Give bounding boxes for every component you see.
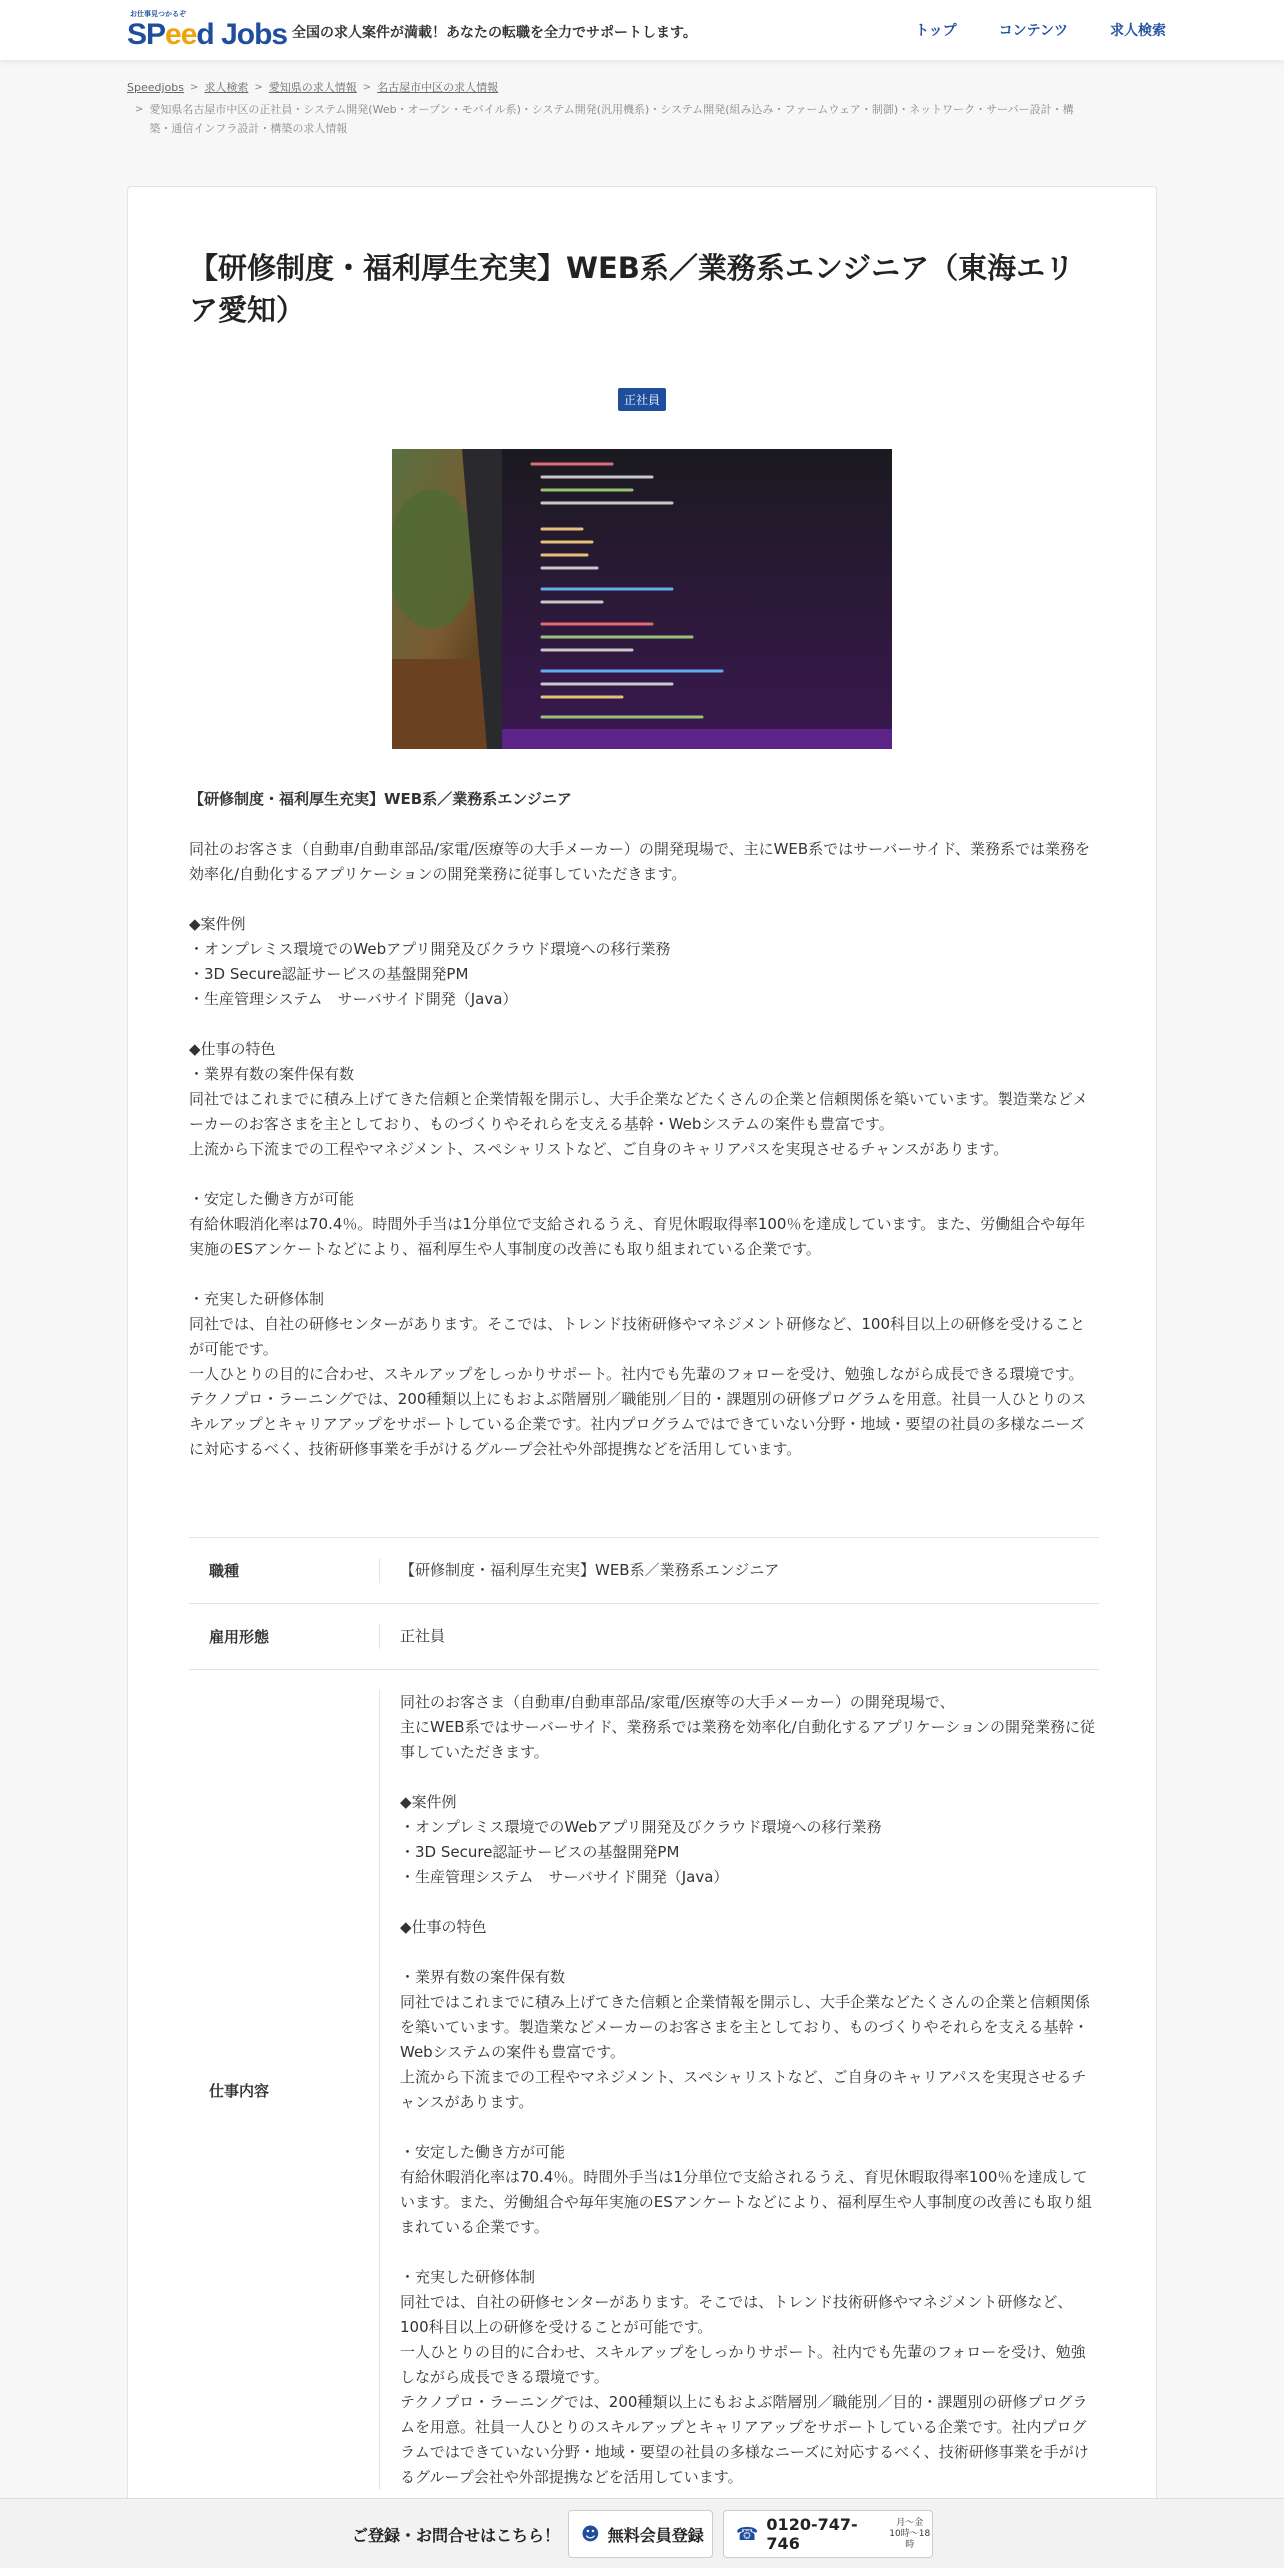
nav-job-search[interactable]: 求人検索 xyxy=(1110,23,1166,39)
job-hero-image xyxy=(392,449,892,749)
hours-time: 10時～18時 xyxy=(889,2528,931,2550)
phone-number: 0120-747-746 xyxy=(766,2515,858,2553)
job-detail-card xyxy=(127,186,1157,2568)
site-header xyxy=(0,0,1284,60)
nav-contents[interactable]: コンテンツ xyxy=(998,23,1068,39)
main-nav xyxy=(873,20,1166,40)
user-icon: ☻ xyxy=(581,2523,600,2545)
nav-top[interactable]: トップ xyxy=(915,23,957,39)
site-tagline: 全国の求人案件が満載！あなたの転職を全力でサポートします。 xyxy=(292,25,697,41)
spec-row-job-type xyxy=(189,1537,1099,1603)
contact-cta-bar xyxy=(0,2498,1284,2568)
chevron-right-icon: > xyxy=(254,82,263,93)
chevron-right-icon: > xyxy=(189,82,199,93)
chevron-right-icon: > xyxy=(362,82,372,93)
phone-button[interactable] xyxy=(723,2510,933,2558)
phone-icon: ☎ xyxy=(736,2523,759,2545)
job-lead: 【研修制度・福利厚生充実】WEB系／業務系エンジニア xyxy=(189,790,572,808)
logo-tagline: お仕事見つかるぞ xyxy=(130,10,186,18)
spec-value: 【研修制度・福利厚生充実】WEB系／業務系エンジニア xyxy=(379,1558,1099,1583)
breadcrumb-prefecture[interactable]: 愛知県の求人情報 xyxy=(268,81,357,94)
logo-wordmark xyxy=(127,18,287,52)
spec-row-job-content xyxy=(189,1669,1099,2510)
job-description-body: 同社のお客さま（自動車/自動車部品/家電/医療等の大手メーカー）の開発現場で、主にWEB系ではサーバーサイド、業務系では業務を効率化/自動化するアプリケーションの開発業務に従事していただきます。 ◆案件例 ・オンプレミス環境でのWebアプリ開発及びクラウド環境への移行業務 ・3D Secure認証サービスの基盤開発PM ・生産管理システム サーバサイド開発（Java） ◆仕事の特色 ・業界有数の案件保有数 同社ではこれまでに積み上げてきた信頼と企業情報を開示し、大手企業などたくさんの企業と信頼関係を築いています。製造業などメーカーのお客さまを主としており、ものづくりやそれらを支える基幹・Webシステムの案件も豊富です。 上流から下流までの工程やマネジメント、スペシャリストなど、ご自身のキャリアパスを実現させるチャンスがあります。 ・安定した働き方が可能 有給休暇消化率は70.4％。時間外手当は1分単位で支給されるうえ、育児休暇取得率100％を達成しています。また、労働組合や毎年実施のESアンケートなどにより、福利厚生や人事制度の改善にも取り組まれている企業です。 ・充実した研修体制 同社では、自社の研修センターがあります。そこでは、トレンド技術研修やマネジメント研修など、100科目以上の研修を受けることが可能です。 一人ひとりの目的に合わせ、スキルアップをしっかりサポート。社内でも先輩のフォローを受け、勉強しながら成長できる環境です。 テクノプロ・ラーニングでは、200種類以上にもおよぶ階層別／職能別／目的・課題別の研修プログラムを用意。社員一人ひとりのスキルアップとキャリアアップをサポートしている企業です。社内プログラムではできていない分野・地域・要望の社員の多様なニーズに対応するべく、技術研修事業を手がけるグループ会社や外部提携などを活用しています。 xyxy=(189,840,1091,1458)
speedjobs-logo[interactable] xyxy=(127,9,288,51)
breadcrumb-job-search[interactable]: 求人検索 xyxy=(204,81,249,94)
free-register-button[interactable] xyxy=(568,2510,713,2558)
breadcrumb-current-cont: 築・通信インフラ設計・構築の求人情報 xyxy=(149,122,348,135)
free-register-label: 無料会員登録 xyxy=(607,2525,704,2545)
spec-label: 職種 xyxy=(209,1562,240,1580)
spec-label: 雇用形態 xyxy=(209,1628,270,1646)
breadcrumb xyxy=(127,78,1157,138)
cta-text: ご登録・お問合せはこちら！ xyxy=(352,2526,561,2545)
job-spec-table xyxy=(189,1537,1099,2510)
spec-value: 同社のお客さま（自動車/自動車部品/家電/医療等の大手メーカー）の開発現場で、 主にWEB系ではサーバーサイド、業務系では業務を効率化/自動化するアプリケーションの開発業務に従事していただきます。 ◆案件例 ・オンプレミス環境でのWebアプリ開発及びクラウド環境への移行業務 ・3D Secure認証サービスの基盤開発PM ・生産管理システム サーバサイド開発（Java） ◆仕事の特色 ・業界有数の案件保有数 同社ではこれまでに積み上げてきた信頼と企業情報を開示し、大手企業などたくさんの企業と信頼関係を築いています。製造業などメーカーのお客さまを主としており、ものづくりやそれらを支える基幹・Webシステムの案件も豊富です。 上流から下流までの工程やマネジメント、スペシャリストなど、ご自身のキャリアパスを実現させるチャンスがあります。 ・安定した働き方が可能 有給休暇消化率は70.4％。時間外手当は1分単位で支給されるうえ、育児休暇取得率100％を達成しています。また、労働組合や毎年実施のESアンケートなどにより、福利厚生や人事制度の改善にも取り組まれている企業です。 ・充実した研修体制 同社では、自社の研修センターがあります。そこでは、トレンド技術研修やマネジメント研修など、100科目以上の研修を受けることが可能です。 一人ひとりの目的に合わせ、スキルアップをしっかりサポート。社内でも先輩のフォローを受け、勉強しながら成長できる環境です。 テクノプロ・ラーニングでは、200種類以上にもおよぶ階層別／職能別／目的・課題別の研修プログラムを用意。社員一人ひとりのスキルアップとキャリアアップをサポートしている企業です。社内プログラムではできていない分野・地域・要望の社員の多様なニーズに対応するべく、技術研修事業を手がけるグループ会社や外部提携などを活用しています。 xyxy=(379,1690,1099,2490)
chevron-right-icon: > xyxy=(135,104,144,115)
hours-days: 月～金 xyxy=(896,2517,924,2528)
code-laptop-image xyxy=(392,449,892,749)
breadcrumb-current: 愛知県名古屋市中区の正社員・システム開発(Web・オープン・モバイル系)・システム開発(汎用機系)・システム開発(組み込み・ファームウェア・制御)・ネットワーク・サーバー設計・構 xyxy=(149,103,1074,116)
employment-type-badge: 正社員 xyxy=(618,388,666,411)
job-title: 【研修制度・福利厚生充実】WEB系／業務系エンジニア（東海エリア愛知） xyxy=(189,251,1075,327)
breadcrumb-ward[interactable]: 名古屋市中区の求人情報 xyxy=(377,81,499,94)
logo-part-c: d Jobs xyxy=(196,18,288,51)
job-description xyxy=(189,787,1099,1462)
spec-value: 正社員 xyxy=(379,1624,1099,1649)
logo-part-b: ee xyxy=(165,18,197,51)
breadcrumb-home[interactable]: Speedjobs xyxy=(127,81,184,94)
spec-row-employment xyxy=(189,1603,1099,1669)
logo-part-a: SP xyxy=(127,18,166,51)
spec-label: 仕事内容 xyxy=(209,2081,270,2100)
phone-hours xyxy=(888,2518,932,2551)
